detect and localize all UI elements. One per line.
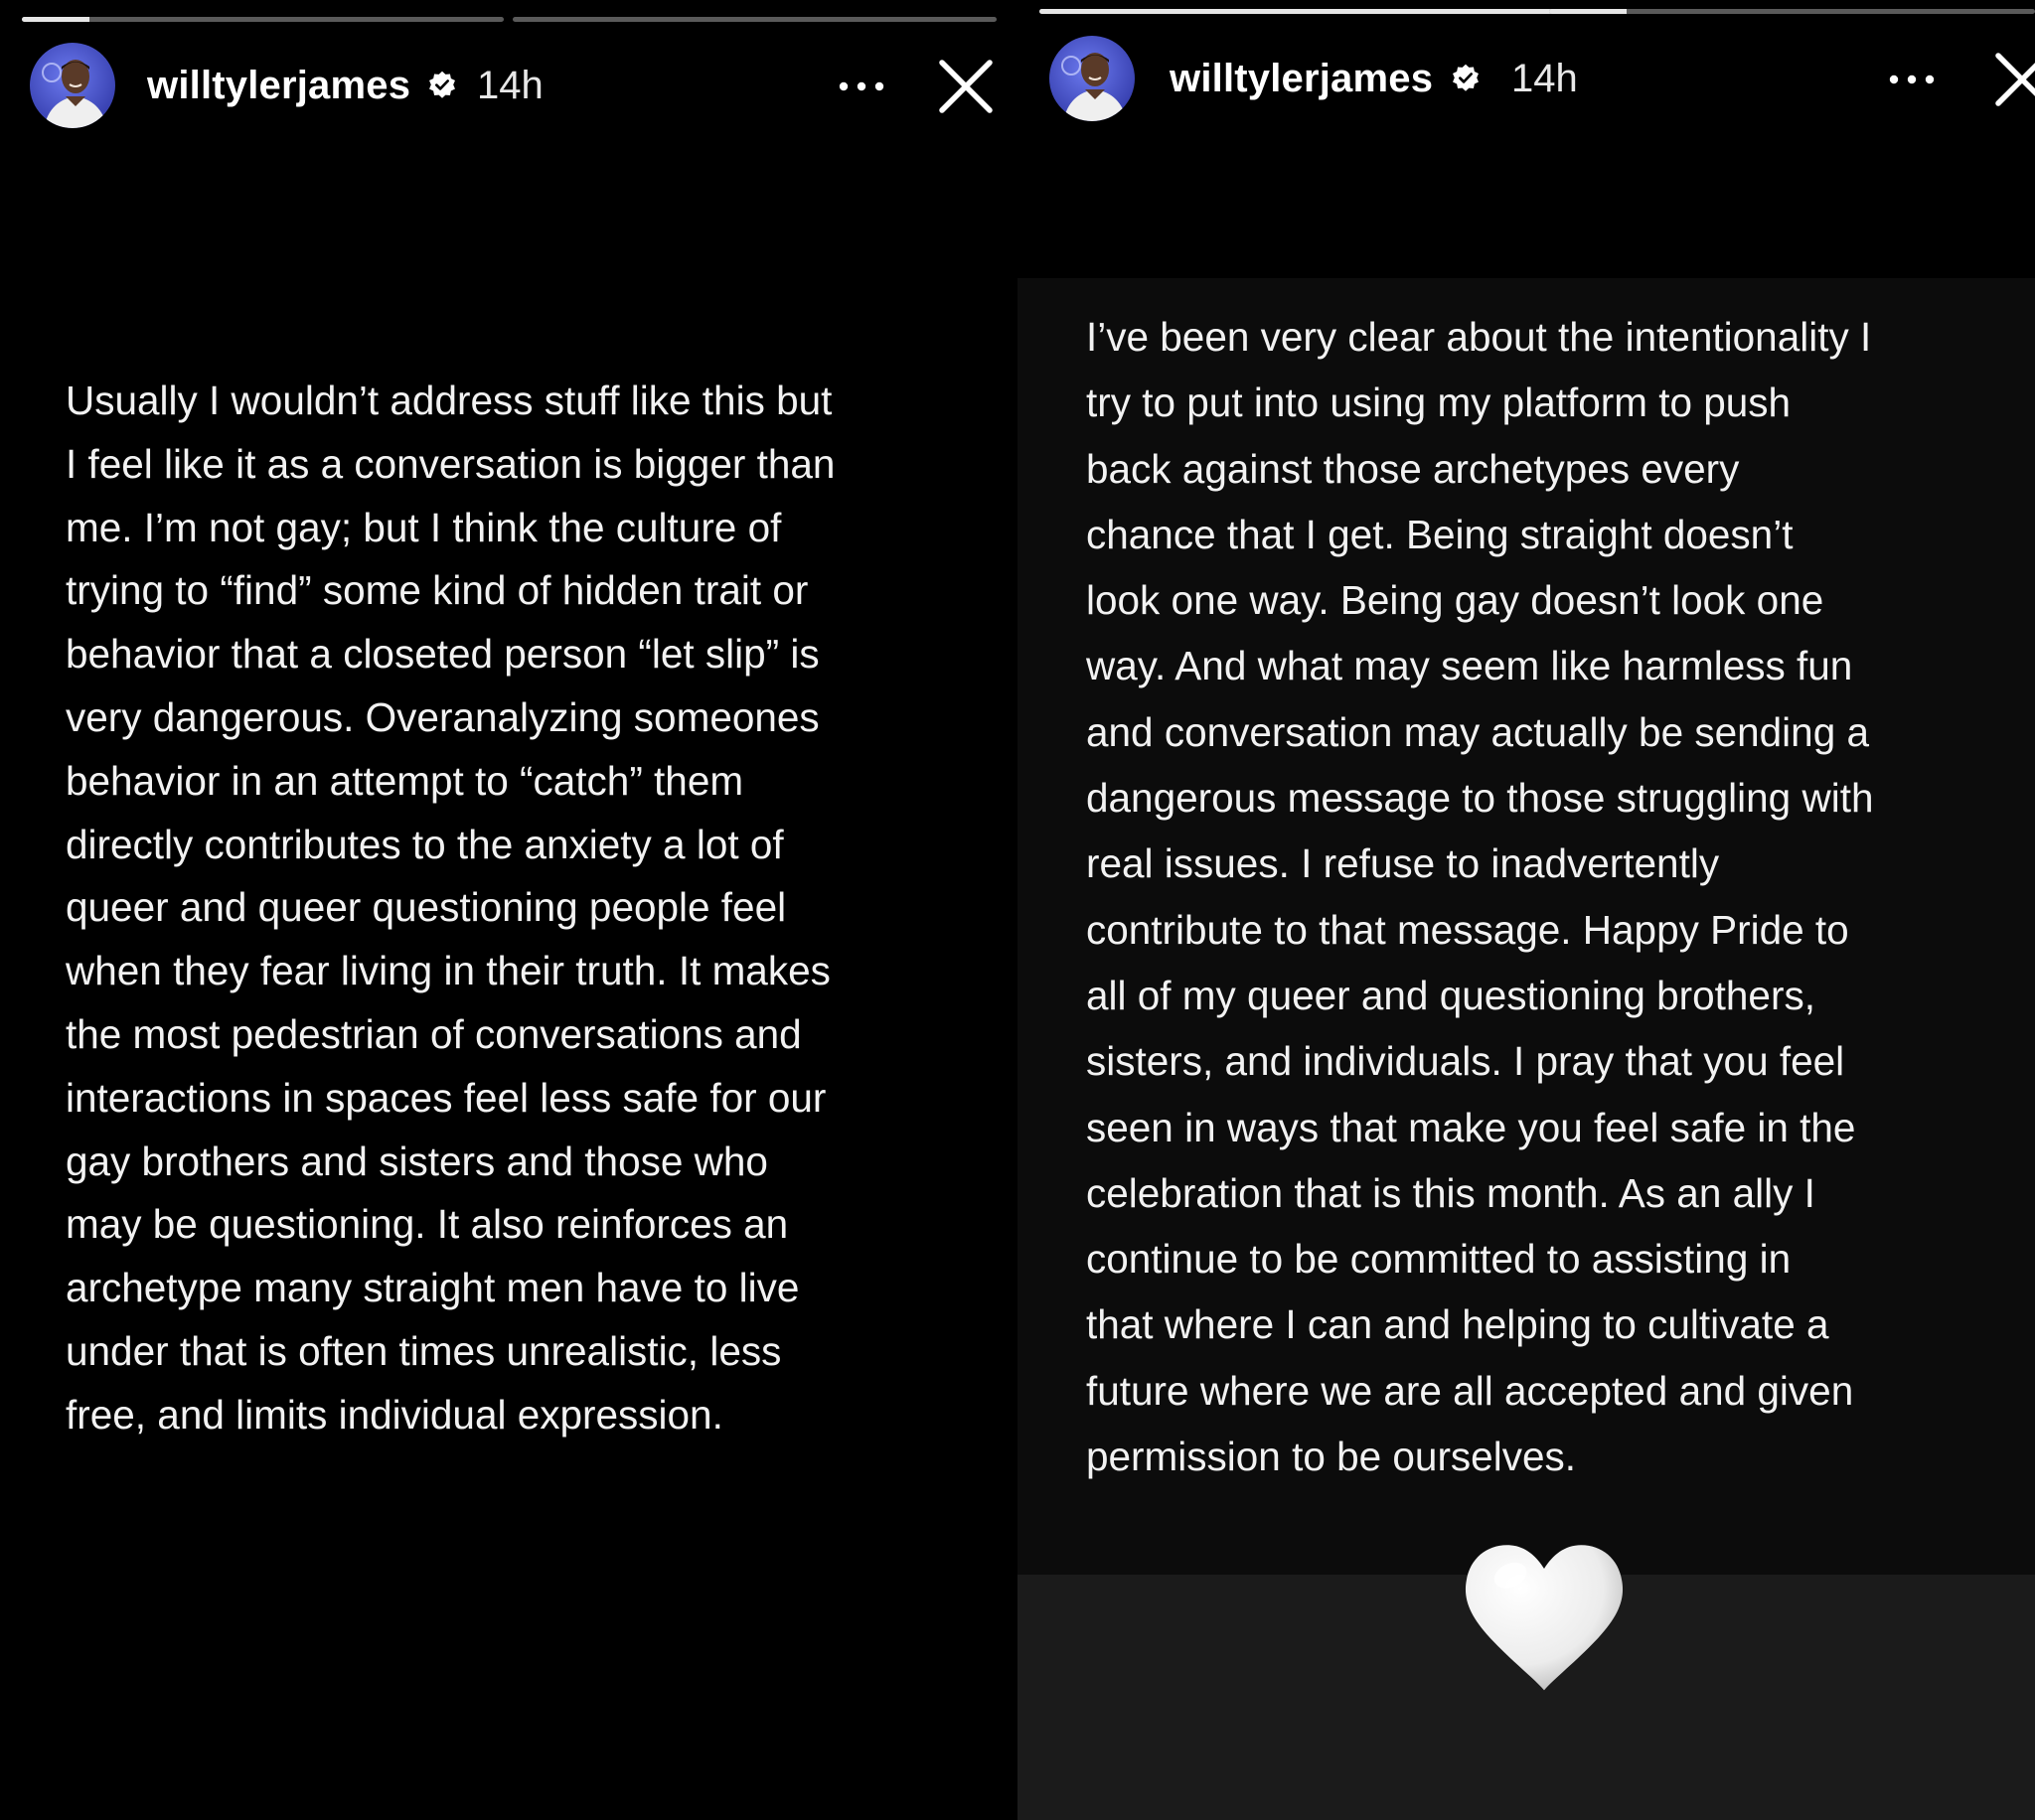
more-horizontal-icon[interactable] [1888,74,1936,85]
verified-badge-icon [427,71,457,100]
username[interactable]: willtylerjames [147,64,411,107]
post-time: 14h [1511,57,1578,100]
username[interactable]: willtylerjames [1170,57,1434,100]
avatar-photo [1049,36,1135,121]
more-horizontal-icon[interactable] [838,80,885,92]
story-progress-bar-1 [22,17,504,22]
story-text: I’ve been very clear about the intentionality I try to put into using my platform to push back against those archetypes every chance that I get. Being straight doesn’t look one way. Being gay doesn’t look one way. And what may seem like harmless fun and conversation may actually be sending a dangerous message to those struggling with real issues. I refuse to inadvertently contribute to that message. Happy Pride to all of my queer and questioning brothers, sisters, and individuals. I pray that you feel seen in ways that make you feel safe in the celebration that is this month. As an ally I continue to be committed to assisting in that where I can and helping to cultivate a future where we are all accepted and given permission to be ourselves. [1086,314,1874,1480]
avatar[interactable] [30,43,115,128]
story-progress-bar-1 [1039,9,1566,14]
story-progress-fill [22,17,89,22]
verified-badge-icon [1451,64,1481,93]
post-time: 14h [477,64,544,107]
story-panel-right [1018,0,2035,1820]
close-icon[interactable] [1994,52,2035,107]
story-progress-fill [1549,9,1627,14]
story-progress-fill [1039,9,1566,14]
story-progress-bar-2 [513,17,997,22]
story-progress-bar-2 [1549,9,2035,14]
close-icon[interactable] [938,59,994,114]
avatar-photo [30,43,115,128]
white-heart-icon [1460,1535,1629,1704]
avatar[interactable] [1049,36,1135,121]
story-text: Usually I wouldn’t address stuff like this but I feel like it as a conversation is bigger than me. I’m not gay; but I think the culture of trying to “find” some kind of hidden trait or behavior that a closeted person “let slip” is very dangerous. Overanalyzing someones behavior in an attempt to “catch” them directly contributes to the anxiety a lot of queer and queer questioning people feel when they fear living in their truth. It makes the most pedestrian of conversations and interactions in spaces feel less safe for our gay brothers and sisters and those who may be questioning. It also reinforces an archetype many straight men have to live under that is often times unrealistic, less free, and limits individual expression. [66,378,836,1438]
